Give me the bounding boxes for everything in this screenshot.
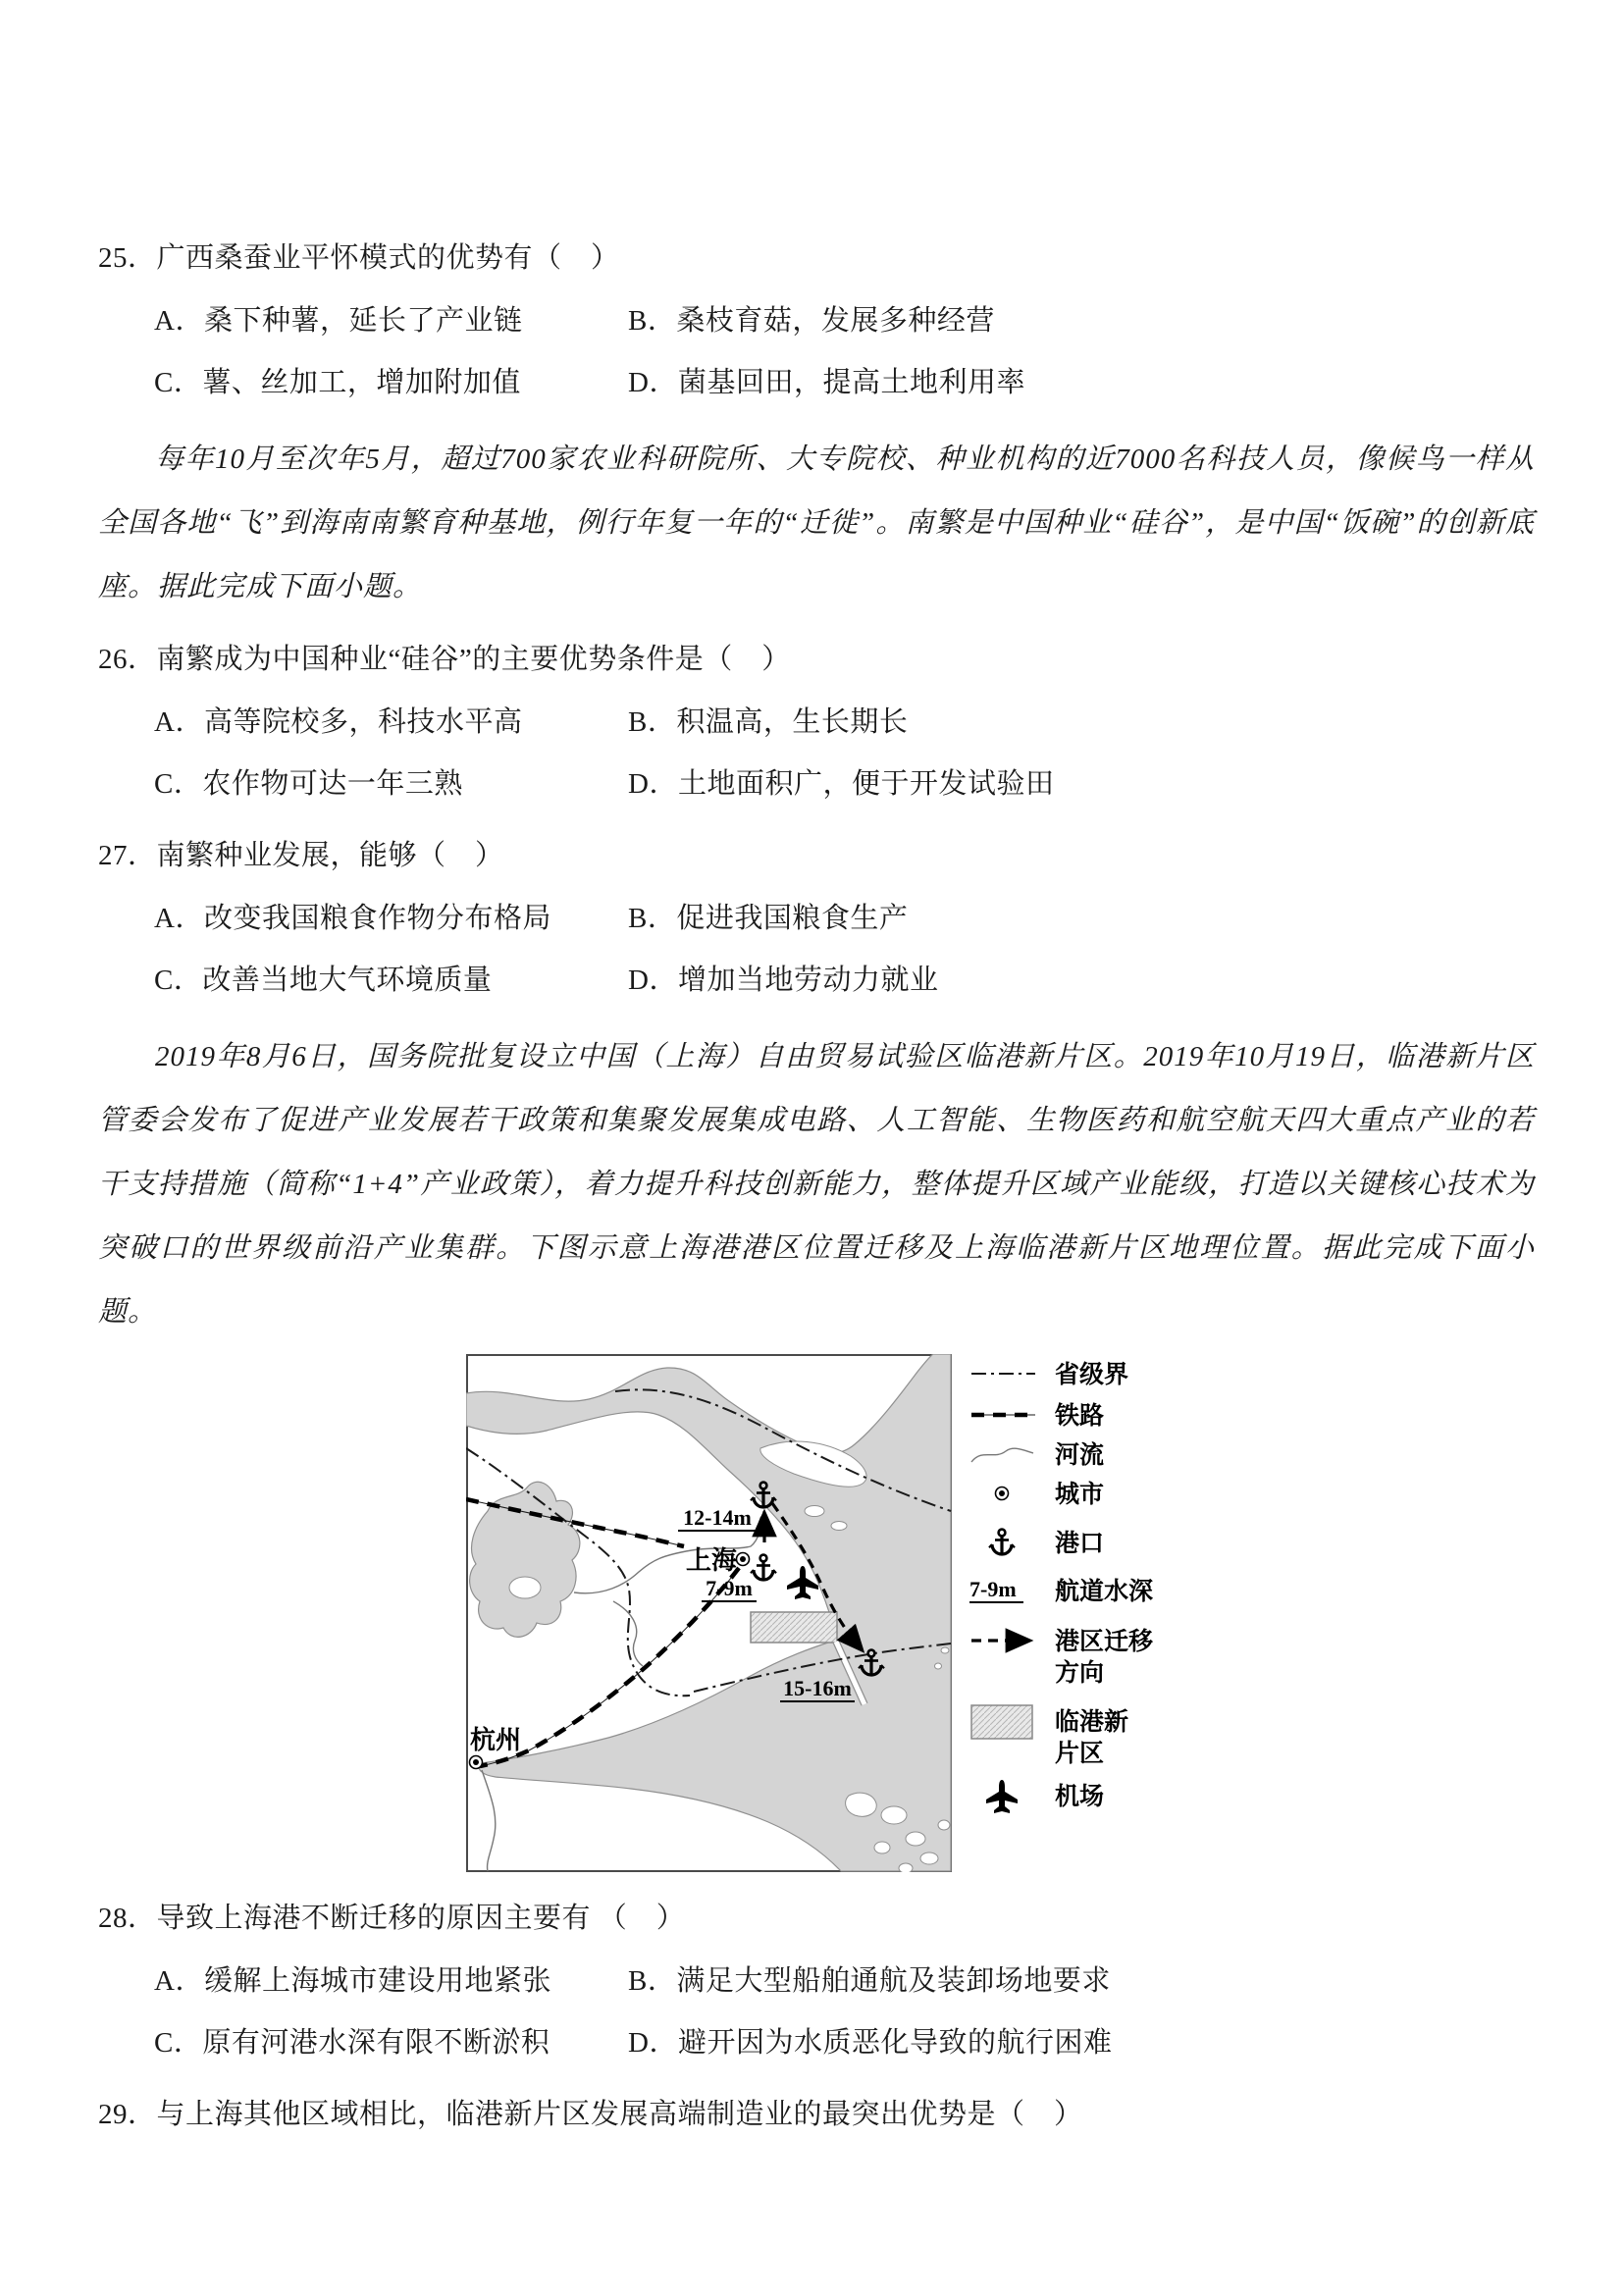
question-26-option-c: C．农作物可达一年三熟 (154, 768, 463, 800)
question-25 (98, 237, 1535, 414)
legend-label-port: 港口 (1055, 1531, 1105, 1557)
passage-nanfan: 每年10月至次年5月，超过700家农业科研院所、大专院校、种业机构的近7000名科技人员，像候鸟一样从全国各地“飞”到海南南繁育种基地，例行年复一年的“迁徙”。南繁是中国种业“硅谷”，是中国“饭碗”的创新底座。据此完成下面小题。 (98, 444, 1535, 602)
hangzhou-label: 杭州 (470, 1726, 522, 1754)
question-27-option-c: C．改善当地大气环境质量 (154, 965, 493, 996)
question-28-options (98, 1951, 1535, 2074)
depth-label-yangshan: 15-16m (783, 1676, 852, 1700)
legend-label-airport: 机场 (1055, 1784, 1105, 1810)
legend-label-lingang-1: 临港新 (1055, 1709, 1129, 1736)
hangzhou-city-dot (470, 1756, 483, 1769)
legend-label-migration-1: 港区迁移 (1055, 1629, 1154, 1655)
question-26-option-b: B．积温高，生长期长 (628, 706, 909, 738)
legend-label-river: 河流 (1055, 1442, 1105, 1469)
question-26-options (98, 692, 1535, 815)
tai-lake-island (509, 1577, 541, 1598)
question-27 (98, 835, 1535, 1012)
question-25-stem: 25．广西桑蚕业平怀模式的优势有（ ） (98, 242, 620, 274)
question-25-option-a: A．桑下种薯，延长了产业链 (154, 305, 523, 337)
question-26-option-d: D．土地面积广，便于开发试验田 (628, 768, 1055, 800)
question-25-option-d: D．菌基回田，提高土地利用率 (628, 367, 1025, 398)
question-26-stem: 26．南繁成为中国种业“硅谷”的主要优势条件是（ ） (98, 644, 791, 675)
question-28 (98, 1898, 1535, 2074)
city-legend-icon (996, 1487, 1009, 1500)
map-figure (466, 1354, 1192, 1872)
airplane-legend-icon (986, 1780, 1018, 1813)
river-legend-line (971, 1448, 1033, 1462)
legend-label-depth: 航道水深 (1055, 1579, 1154, 1605)
channel-depth-legend-text: 7-9m (969, 1577, 1017, 1601)
question-26-option-a: A．高等院校多，科技水平高 (154, 706, 523, 738)
question-25-option-b: B．桑枝育菇，发展多种经营 (628, 305, 995, 337)
estuary-island-1 (805, 1506, 824, 1517)
question-28-stem: 28．导致上海港不断迁移的原因主要有 （ ） (98, 1903, 686, 1934)
legend-label-province: 省级界 (1055, 1362, 1129, 1388)
question-25-option-c: C．薯、丝加工，增加附加值 (154, 367, 521, 398)
question-28-option-d: D．避开因为水质恶化导致的航行困难 (628, 2027, 1113, 2059)
shanghai-port-map (466, 1354, 1192, 1872)
depth-label-wusong: 12-14m (683, 1505, 752, 1530)
question-27-option-b: B．促进我国粮食生产 (628, 903, 909, 934)
legend-label-railway: 铁路 (1055, 1403, 1105, 1430)
lingang-new-area (751, 1612, 837, 1643)
legend-label-migration-2: 方向 (1055, 1660, 1105, 1687)
legend-label-city: 城市 (1055, 1482, 1105, 1508)
legend-label-lingang-2: 片区 (1055, 1741, 1105, 1767)
anchor-legend-icon (989, 1530, 1015, 1554)
question-27-stem: 27．南繁种业发展，能够（ ） (98, 840, 504, 871)
shanghai-city-dot (737, 1553, 750, 1566)
question-29-stem: 29．与上海其他区域相比，临港新片区发展高端制造业的最突出优势是（ ） (98, 2099, 1083, 2130)
question-25-options (98, 290, 1535, 414)
lingang-area-legend-swatch (971, 1705, 1032, 1739)
map-legend (969, 1361, 1154, 1813)
question-27-options (98, 888, 1535, 1012)
question-28-option-a: A．缓解上海城市建设用地紧张 (154, 1965, 551, 1997)
question-29 (98, 2094, 1535, 2135)
estuary-island-2 (831, 1522, 847, 1531)
question-28-option-c: C．原有河港水深有限不断淤积 (154, 2027, 550, 2059)
shanghai-label: 上海 (685, 1546, 737, 1575)
depth-label-huangpu: 7-9m (706, 1576, 753, 1600)
passage-lingang: 2019年8月6日，国务院批复设立中国（上海）自由贸易试验区临港新片区。2019年10月19日，临港新片区管委会发布了促进产业发展若干政策和集聚发展集成电路、人工智能、生物医药和航空航天四大重点产业的若干支持措施（简称“1+4”产业政策），着力提升科技创新能力，整体提升区域产业能级，打造以关键核心技术为突破口的世界级前沿产业集群。下图示意上海港港区位置迁移及上海临港新片区地理位置。据此完成下面小题。 (98, 1041, 1535, 1328)
question-27-option-d: D．增加当地劳动力就业 (628, 965, 939, 996)
question-28-option-b: B．满足大型船舶通航及装卸场地要求 (628, 1965, 1111, 1997)
question-26 (98, 639, 1535, 815)
question-27-option-a: A．改变我国粮食作物分布格局 (154, 903, 551, 934)
